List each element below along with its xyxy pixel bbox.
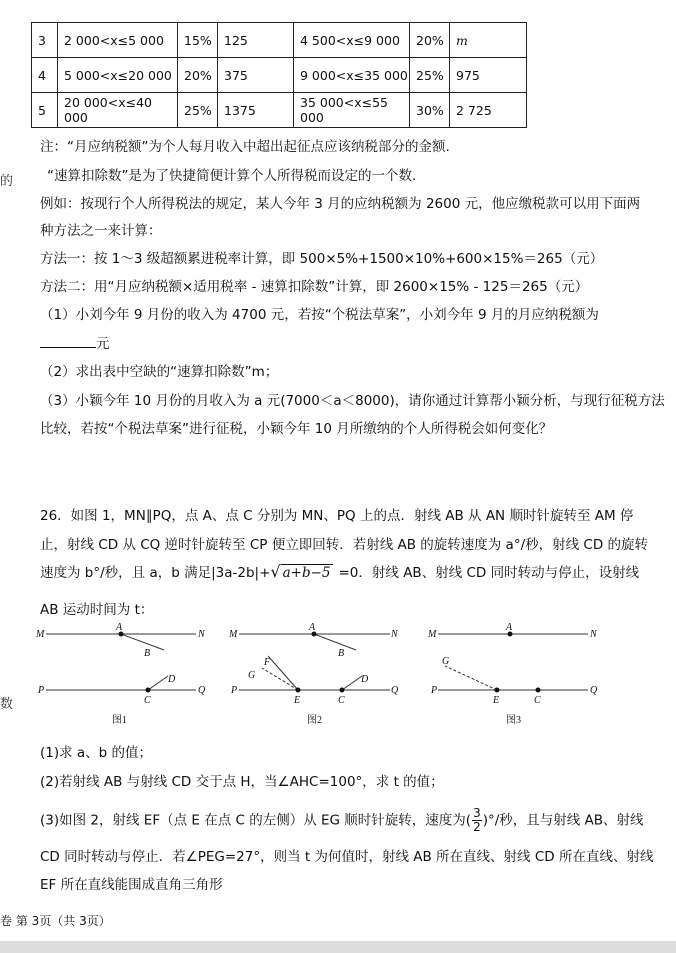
table-cell: 5 000<x≤20 000 [58, 58, 178, 93]
problem-26-line3 [40, 561, 639, 581]
example-line: 种方法之一来计算： [40, 223, 162, 239]
svg-text:M: M [428, 629, 437, 640]
table-cell: 4 500<x≤9 000 [294, 23, 410, 58]
svg-text:F: F [264, 657, 271, 668]
text-run: =0．射线 AB、射线 CD 同时转动与停止，设射线 [338, 565, 640, 581]
table-cell: 25% [410, 58, 450, 93]
sqrt-radicand: a+b−5 [282, 565, 331, 581]
svg-text:A: A [309, 622, 316, 633]
table-cell: 25% [178, 93, 218, 128]
note-line: 注：“月应纳税额”为个人每月收入中超出起征点应该纳税部分的金额. [40, 139, 450, 155]
table-cell: 30% [410, 93, 450, 128]
table-cell: 2 725 [450, 93, 527, 128]
table-cell: 4 [32, 58, 58, 93]
svg-text:D: D [168, 674, 176, 685]
table-cell: 9 000<x≤35 000 [294, 58, 410, 93]
table-cell: 15% [178, 23, 218, 58]
ray-cd [148, 676, 168, 690]
method-line: 方法一：按 1～3 级超额累进税率计算，即 500×5%+1500×10%+600×15%＝265（元） [40, 251, 604, 267]
svg-text:B: B [144, 648, 151, 659]
table-cell: m [450, 23, 527, 58]
problem-26-line4: AB 运动时间为 t： [40, 602, 154, 618]
problem-26-line2: 止，射线 CD 从 CQ 逆时针旋转至 CP 便立即回转．若射线 AB 的旋转速度为 a°/秒，射线 CD 的旋转 [40, 537, 649, 553]
note-line: “速算扣除数”是为了快捷简便计算个人所得税而设定的一个数. [47, 168, 417, 184]
question-2: （2）求出表中空缺的“速算扣除数”m； [40, 364, 279, 380]
table-cell: 3 [32, 23, 58, 58]
question-3: （3）小颖今年 10 月份的月收入为 a 元(7000＜a＜8000)，请你通过计算帮小颖分析，与现行征税方法 [40, 393, 665, 409]
svg-text:P: P [431, 685, 438, 696]
subquestion-3-cont: CD 同时转动与停止．若∠PEG=27°，则当 t 为何值时，射线 AB 所在直线、射线 CD 所在直线、射线 [40, 849, 654, 865]
figure-2-caption: 图2 [307, 715, 322, 726]
text-run: )°/秒，且与射线 AB、射线 [482, 812, 644, 829]
subquestion-3 [40, 807, 644, 834]
fraction-numerator: 3 [473, 806, 481, 820]
problem-26: 26．如图 1，MN∥PQ，点 A、点 C 分别为 MN、PQ 上的点．射线 AB 从 AN 顺时针旋转至 AM 停 [40, 508, 634, 524]
svg-text:N: N [590, 629, 597, 640]
margin-fragment: 数 [0, 697, 14, 712]
margin-fragment: 的 [0, 174, 14, 189]
ray-ab [121, 634, 164, 650]
text-run: (3)如图 2，射线 EF（点 E 在点 C 的左侧）从 EG 顺时针旋转，速度为( [40, 812, 472, 829]
table-cell: 20 000<x≤40 000 [58, 93, 178, 128]
svg-text:M: M [229, 629, 238, 640]
svg-text:G: G [442, 656, 450, 667]
question-1: （1）小刘今年 9 月份的收入为 4700 元，若按“个税法草案”，小刘今年 9 月的月应纳税额为 [40, 307, 599, 323]
table-row [32, 93, 527, 128]
subquestion-2: (2)若射线 AB 与射线 CD 交于点 H，当∠AHC=100°，求 t 的值； [40, 774, 444, 790]
method-line: 方法二：用“月应纳税额×适用税率 - 速算扣除数”计算，即 2600×15% - 125＝265（元） [40, 279, 589, 295]
figure-1-caption: 图1 [112, 715, 127, 726]
svg-text:N: N [198, 629, 205, 640]
svg-text:A: A [506, 622, 513, 633]
svg-text:P: P [231, 685, 238, 696]
bottom-scroll-strip [0, 941, 676, 953]
page-footer: 卷 第 3页（共 3页） [0, 914, 111, 928]
fraction [472, 807, 482, 834]
table-row [32, 58, 527, 93]
table-cell: 2 000<x≤5 000 [58, 23, 178, 58]
table-row [32, 23, 527, 58]
svg-text:E: E [493, 695, 500, 706]
geometry-figures [30, 620, 620, 735]
svg-text:D: D [361, 674, 369, 685]
answer-blank-line [40, 332, 110, 352]
table-cell: 20% [178, 58, 218, 93]
answer-blank[interactable] [40, 335, 96, 348]
table-cell: 5 [32, 93, 58, 128]
figure-3-caption: 图3 [506, 715, 521, 726]
svg-text:B: B [338, 648, 345, 659]
svg-text:A: A [116, 622, 123, 633]
table-cell: 375 [218, 58, 294, 93]
fraction-denominator: 2 [473, 820, 481, 834]
table-cell: 35 000<x≤55 000 [294, 93, 410, 128]
svg-text:Q: Q [391, 685, 399, 696]
svg-text:Q: Q [198, 685, 206, 696]
svg-text:P: P [38, 685, 45, 696]
subquestion-3-cont2: EF 所在直线能围成直角三角形 [40, 877, 223, 893]
svg-text:C: C [534, 695, 541, 706]
svg-text:C: C [338, 695, 345, 706]
sqrt-sign: √ [270, 562, 281, 581]
table-cell: 1375 [218, 93, 294, 128]
tax-rate-table [31, 22, 527, 128]
table-cell: 125 [218, 23, 294, 58]
example-line: 例如：按现行个人所得税法的规定，某人今年 3 月的应纳税额为 2600 元，他应缴税款可以用下面两 [40, 196, 641, 212]
subquestion-1: (1)求 a、b 的值； [40, 745, 153, 761]
svg-text:N: N [391, 629, 398, 640]
svg-text:Q: Q [590, 685, 598, 696]
question-3-cont: 比较，若按“个税法草案”进行征税，小颖今年 10 月所缴纳的个人所得税会如何变化？ [40, 421, 553, 437]
unit-label: 元 [96, 336, 110, 352]
svg-text:M: M [36, 629, 45, 640]
svg-text:G: G [248, 670, 256, 681]
svg-text:E: E [294, 695, 301, 706]
table-cell: 20% [410, 23, 450, 58]
svg-text:C: C [144, 695, 151, 706]
table-cell: 975 [450, 58, 527, 93]
text-run: 速度为 b°/秒，且 a，b 满足|3a-2b|+ [40, 565, 271, 581]
